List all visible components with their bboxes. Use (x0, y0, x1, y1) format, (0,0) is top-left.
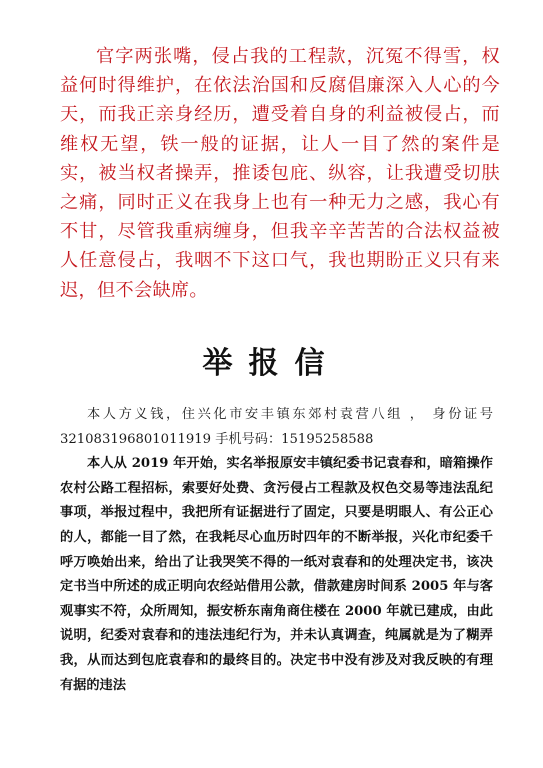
intro-paragraph: 本人方义钱，住兴化市安丰镇东郊村袁营八组 ， 身份证号 321083196801011919 手机号码：15195258588 (60, 407, 493, 447)
letter-title: 举报信 (202, 346, 341, 381)
body-paragraph: 本人从 2019 年开始，实名举报原安丰镇纪委书记袁春和，暗箱操作农村公路工程招标，索要好处费、贪污侵占工程款及权色交易等违法乱纪事项，举报过程中，我把所有证据进行了固定，只要是明眼人、有公正心的人，都能一目了然，在我耗尽心血历时四年的不断举报，兴化市纪委千呼万唤始出来，给出了让我哭笑不得的一纸对袁春和的处理决定书，该决定书当中所述的成正明向农经站借用公款，借款建房时间系 2005 年与客观事实不符，众所周知，振安桥东南角商住楼在 2000 年就已建成，由此说明，纪委对袁春和的违法违纪行为，并未认真调查，纯属就是为了糊弄我，从而达到包庇袁春和的最终目的。决定书中没有涉及对我反映的有理有据的违法 (60, 456, 493, 693)
appeal-paragraph: 官字两张嘴，侵占我的工程款，沉冤不得雪，权益何时得维护，在依法治国和反腐倡廉深入人心的今天，而我正亲身经历，遭受着自身的利益被侵占，而维权无望，铁一般的证据，让人一目了然的案件是实，被当权者操弄，推诿包庇、纵容，让我遭受切肤之痛，同时正义在我身上也有一种无力之感，我心有不甘，尽管我重病缠身，但我辛辛苦苦的合法权益被人任意侵占，我咽不下这口气，我也期盼正义只有来迟，但不会缺席。 (60, 46, 500, 301)
letter-body (60, 403, 493, 698)
